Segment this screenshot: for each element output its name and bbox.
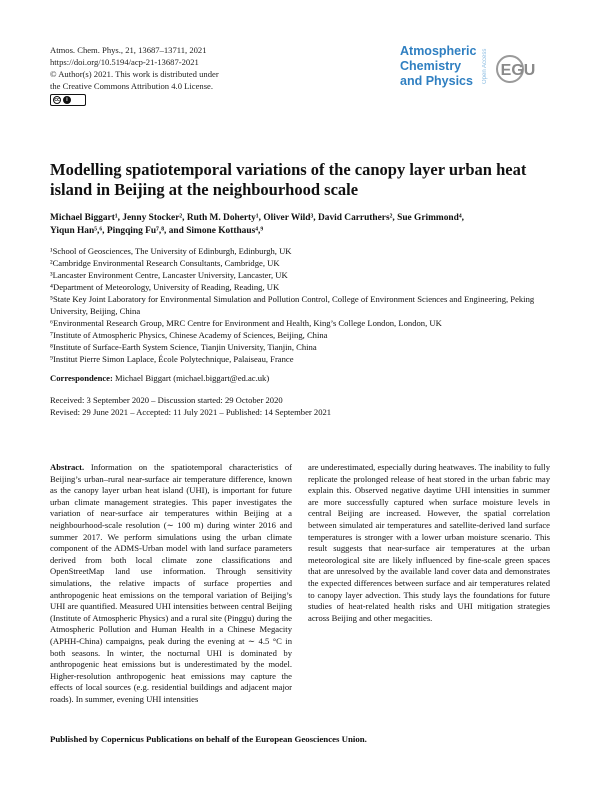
doi-link[interactable]: https://doi.org/10.5194/acp-21-13687-2021	[50, 57, 199, 67]
egu-letters: EGU	[500, 62, 536, 79]
publication-dates	[50, 394, 331, 418]
correspondence-label: Correspondence:	[50, 373, 113, 383]
citation-line: Atmos. Chem. Phys., 21, 13687–13711, 2021	[50, 45, 207, 55]
journal-name-line2: Chemistry	[400, 59, 462, 73]
paper-title: Modelling spatiotemporal variations of the canopy layer urban heat island in Beijing at the neighbourhood scale	[50, 160, 527, 199]
citation-block	[50, 44, 219, 92]
journal-name-line3: and Physics	[400, 74, 473, 88]
attribution-icon: i	[63, 96, 71, 104]
license-line[interactable]: the Creative Commons Attribution 4.0 License.	[50, 81, 214, 91]
author-list	[50, 212, 550, 238]
affiliation-item: ⁴Department of Meteorology, University of Reading, Reading, UK	[50, 282, 280, 292]
abstract-text-left: Information on the spatiotemporal characteristics of Beijing’s urban–rural near-surface air temperature difference, known as the canopy layer urban heat island (UHI), is important for future urban climate management strategies. This paper investigates the variation of near-surface air temperatures within Beijing at a neighbourhood-scale resolution (∼ 100 m) during winter 2016 and summer 2017. We perform simulations using the urban climate component of the ADMS-Urban model with land surface parameters derived from both local climate zone classifications and OpenStreetMap land use information. Through sensitivity simulations, the relative impacts of surface properties and anthropogenic heat emissions on the temporal variation of Beijing’s UHI are quantified. Measured UHI intensities between central Beijing (Institute of Atmospheric Physics) and a rural site (Pinggu) during the Atmospheric Pollution and Human Health in a Chinese Megacity (APHH-China) campaigns, peak during the evening at ∼ 4.5 °C in both seasons. In winter, the nocturnal UHI is dominated by anthropogenic heat emissions but is underestimated by the model. Higher-resolution anthropogenic heat emissions may capture the effects of local sources (e.g. residential buildings and adjacent major roads). In summer, evening UHI intensities	[50, 462, 292, 704]
copyright-line: © Author(s) 2021. This work is distributed under	[50, 69, 219, 79]
egu-logo-icon[interactable]	[495, 54, 541, 84]
authors-line: Yiqun Han⁵,⁶, Pingqing Fu⁷,⁸, and Simone Kotthaus⁴,⁹	[50, 226, 264, 236]
affiliation-item: ⁷Institute of Atmospheric Physics, Chinese Academy of Sciences, Beijing, China	[50, 330, 328, 340]
correspondence-text[interactable]: Michael Biggart (michael.biggart@ed.ac.uk)	[112, 373, 270, 383]
cc-icon: cc	[54, 97, 60, 103]
authors-line: Michael Biggart¹, Jenny Stocker², Ruth M. Doherty¹, Oliver Wild³, David Carruthers², Sue Grimmond⁴,	[50, 213, 464, 223]
affiliation-item: ³Lancaster Environment Centre, Lancaster University, Lancaster, UK	[50, 270, 288, 280]
affiliation-item: ¹School of Geosciences, The University of Edinburgh, Edinburgh, UK	[50, 246, 292, 256]
journal-logo[interactable]	[400, 44, 476, 89]
open-access-label: Open Access	[482, 48, 488, 84]
journal-name-line1: Atmospheric	[400, 44, 477, 58]
cc-by-badge-icon[interactable]	[50, 94, 86, 106]
abstract-label: Abstract.	[50, 462, 85, 472]
affiliation-item: ⁶Environmental Research Group, MRC Centre for Environment and Health, King’s College London, London, UK	[50, 318, 442, 328]
affiliation-item: ²Cambridge Environmental Research Consultants, Cambridge, UK	[50, 258, 280, 268]
affiliation-item: ⁸Institute of Surface-Earth System Science, Tianjin University, Tianjin, China	[50, 342, 317, 352]
abstract-column-right: are underestimated, especially during heatwaves. The inability to fully replicate the prolonged release of heat stored in the urban fabric may explain this. Observed negative daytime UHI intensities in summer are more successfully captured when surface moisture levels in central Beijing are increased. However, the spatial correlation between simulated air temperatures and satellite-derived land surface temperatures is stronger with a lower urban moisture scenario. This result suggests that near-surface air temperatures at the urban meteorological site are likely influenced by fine-scale green spaces that are unresolved by the available land cover data and demonstrates the expected differences between surface and air temperatures related to canopy layer advection. This study lays the foundations for future studies of heat-related health risks and UHI mitigation strategies across Beijing and other megacities.	[308, 462, 550, 623]
correspondence	[50, 373, 269, 383]
publisher-footer: Published by Copernicus Publications on behalf of the European Geosciences Union.	[50, 734, 367, 744]
affiliations	[50, 245, 555, 365]
affiliation-item: ⁹Institut Pierre Simon Laplace, École Polytechnique, Palaiseau, France	[50, 354, 294, 364]
dates-line: Revised: 29 June 2021 – Accepted: 11 July 2021 – Published: 14 September 2021	[50, 407, 332, 417]
affiliation-item: ⁵State Key Joint Laboratory for Environmental Simulation and Pollution Control, College of Environment Sciences and Engineering, Peking University, Beijing, China	[50, 294, 535, 316]
abstract-column-left	[50, 462, 292, 705]
dates-line: Received: 3 September 2020 – Discussion started: 29 October 2020	[50, 395, 283, 405]
